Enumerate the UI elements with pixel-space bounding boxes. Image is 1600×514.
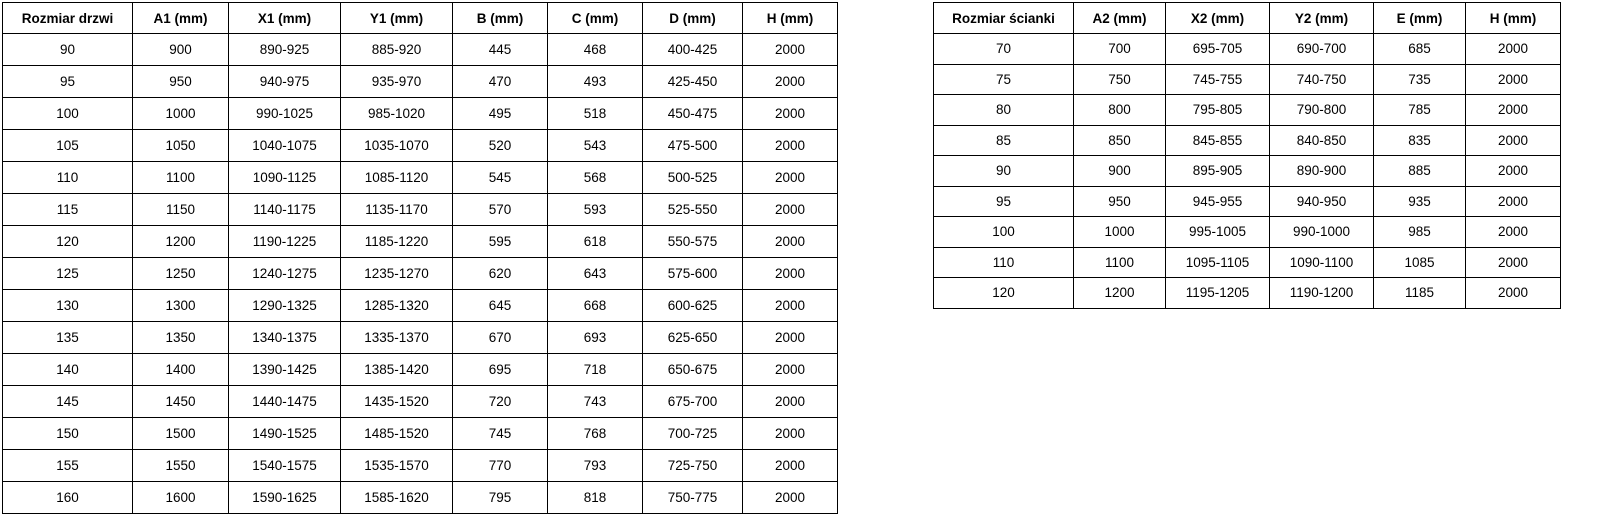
cell: 650-675 — [643, 354, 743, 386]
cell: 1600 — [133, 482, 229, 514]
cell: 695-705 — [1166, 34, 1270, 65]
cell: 885-920 — [341, 34, 453, 66]
table-row — [3, 66, 838, 98]
cell: 110 — [934, 247, 1074, 278]
cell: 470 — [453, 66, 548, 98]
cell: 2000 — [743, 482, 838, 514]
cell: 2000 — [1466, 278, 1561, 309]
cell: 1095-1105 — [1166, 247, 1270, 278]
cell: 90 — [3, 34, 133, 66]
cell: 2000 — [743, 322, 838, 354]
table-row — [934, 125, 1561, 156]
cell: 95 — [3, 66, 133, 98]
table-row — [3, 34, 838, 66]
cell: 768 — [548, 418, 643, 450]
cell: 995-1005 — [1166, 217, 1270, 248]
cell: 700 — [1074, 34, 1166, 65]
cell: 1185-1220 — [341, 226, 453, 258]
cell: 685 — [1374, 34, 1466, 65]
cell: 125 — [3, 258, 133, 290]
cell: 1590-1625 — [229, 482, 341, 514]
cell: 850 — [1074, 125, 1166, 156]
cell: 845-855 — [1166, 125, 1270, 156]
cell: 2000 — [743, 386, 838, 418]
table-row — [3, 290, 838, 322]
cell: 1490-1525 — [229, 418, 341, 450]
cell: 818 — [548, 482, 643, 514]
cell: 543 — [548, 130, 643, 162]
cell: 1090-1100 — [1270, 247, 1374, 278]
cell: 935-970 — [341, 66, 453, 98]
cell: 1035-1070 — [341, 130, 453, 162]
cell: 990-1000 — [1270, 217, 1374, 248]
table-row — [3, 194, 838, 226]
cell: 668 — [548, 290, 643, 322]
cell: 1435-1520 — [341, 386, 453, 418]
cell: 570 — [453, 194, 548, 226]
cell: 690-700 — [1270, 34, 1374, 65]
table-row — [3, 98, 838, 130]
cell: 693 — [548, 322, 643, 354]
cell: 155 — [3, 450, 133, 482]
cell: 795 — [453, 482, 548, 514]
cell: 645 — [453, 290, 548, 322]
cell: 100 — [934, 217, 1074, 248]
cell: 85 — [934, 125, 1074, 156]
table-row — [3, 258, 838, 290]
cell: 985-1020 — [341, 98, 453, 130]
table-row — [934, 217, 1561, 248]
cell: 500-525 — [643, 162, 743, 194]
cell: 525-550 — [643, 194, 743, 226]
cell: 1200 — [1074, 278, 1166, 309]
cell: 745 — [453, 418, 548, 450]
cell: 468 — [548, 34, 643, 66]
door-col-header-3: Y1 (mm) — [341, 3, 453, 34]
cell: 793 — [548, 450, 643, 482]
cell: 595 — [453, 226, 548, 258]
door-table-header-row — [3, 3, 838, 34]
cell: 70 — [934, 34, 1074, 65]
cell: 790-800 — [1270, 95, 1374, 126]
table-row — [3, 162, 838, 194]
cell: 1250 — [133, 258, 229, 290]
cell: 100 — [3, 98, 133, 130]
door-table-head — [3, 3, 838, 34]
cell: 1235-1270 — [341, 258, 453, 290]
cell: 1585-1620 — [341, 482, 453, 514]
cell: 1540-1575 — [229, 450, 341, 482]
cell: 2000 — [1466, 95, 1561, 126]
cell: 140 — [3, 354, 133, 386]
door-table-body — [3, 34, 838, 514]
cell: 795-805 — [1166, 95, 1270, 126]
table-row — [3, 226, 838, 258]
cell: 2000 — [743, 162, 838, 194]
cell: 2000 — [743, 450, 838, 482]
cell: 945-955 — [1166, 186, 1270, 217]
cell: 890-925 — [229, 34, 341, 66]
cell: 985 — [1374, 217, 1466, 248]
cell: 1340-1375 — [229, 322, 341, 354]
cell: 550-575 — [643, 226, 743, 258]
cell: 1000 — [133, 98, 229, 130]
cell: 130 — [3, 290, 133, 322]
cell: 1290-1325 — [229, 290, 341, 322]
door-col-header-4: B (mm) — [453, 3, 548, 34]
wall-table-body — [934, 34, 1561, 309]
cell: 750-775 — [643, 482, 743, 514]
cell: 568 — [548, 162, 643, 194]
wall-col-header-3: Y2 (mm) — [1270, 3, 1374, 34]
cell: 618 — [548, 226, 643, 258]
cell: 2000 — [1466, 217, 1561, 248]
cell: 1335-1370 — [341, 322, 453, 354]
cell: 575-600 — [643, 258, 743, 290]
cell: 1190-1200 — [1270, 278, 1374, 309]
cell: 1140-1175 — [229, 194, 341, 226]
cell: 2000 — [743, 66, 838, 98]
table-row — [934, 156, 1561, 187]
cell: 770 — [453, 450, 548, 482]
cell: 895-905 — [1166, 156, 1270, 187]
table-row — [3, 482, 838, 514]
cell: 150 — [3, 418, 133, 450]
cell: 1500 — [133, 418, 229, 450]
cell: 1090-1125 — [229, 162, 341, 194]
cell: 2000 — [743, 226, 838, 258]
cell: 2000 — [1466, 34, 1561, 65]
cell: 80 — [934, 95, 1074, 126]
cell: 695 — [453, 354, 548, 386]
table-row — [934, 34, 1561, 65]
cell: 1135-1170 — [341, 194, 453, 226]
cell: 1385-1420 — [341, 354, 453, 386]
cell: 1085-1120 — [341, 162, 453, 194]
cell: 1350 — [133, 322, 229, 354]
cell: 718 — [548, 354, 643, 386]
cell: 1440-1475 — [229, 386, 341, 418]
cell: 493 — [548, 66, 643, 98]
cell: 1400 — [133, 354, 229, 386]
cell: 735 — [1374, 64, 1466, 95]
cell: 1185 — [1374, 278, 1466, 309]
cell: 940-975 — [229, 66, 341, 98]
cell: 740-750 — [1270, 64, 1374, 95]
wall-col-header-4: E (mm) — [1374, 3, 1466, 34]
cell: 2000 — [743, 130, 838, 162]
table-row — [934, 64, 1561, 95]
cell: 1550 — [133, 450, 229, 482]
wall-table-head — [934, 3, 1561, 34]
cell: 1535-1570 — [341, 450, 453, 482]
wall-table-header-row — [934, 3, 1561, 34]
cell: 1390-1425 — [229, 354, 341, 386]
table-row — [934, 95, 1561, 126]
cell: 1000 — [1074, 217, 1166, 248]
cell: 2000 — [743, 34, 838, 66]
cell: 2000 — [743, 418, 838, 450]
cell: 950 — [1074, 186, 1166, 217]
cell: 950 — [133, 66, 229, 98]
table-row — [3, 130, 838, 162]
cell: 750 — [1074, 64, 1166, 95]
door-col-header-6: D (mm) — [643, 3, 743, 34]
table-row — [3, 450, 838, 482]
wall-col-header-2: X2 (mm) — [1166, 3, 1270, 34]
cell: 1040-1075 — [229, 130, 341, 162]
cell: 1150 — [133, 194, 229, 226]
cell: 745-755 — [1166, 64, 1270, 95]
cell: 620 — [453, 258, 548, 290]
table-row — [3, 386, 838, 418]
cell: 2000 — [743, 290, 838, 322]
cell: 743 — [548, 386, 643, 418]
cell: 2000 — [1466, 125, 1561, 156]
cell: 1240-1275 — [229, 258, 341, 290]
cell: 160 — [3, 482, 133, 514]
cell: 1050 — [133, 130, 229, 162]
cell: 95 — [934, 186, 1074, 217]
wall-col-header-1: A2 (mm) — [1074, 3, 1166, 34]
cell: 120 — [3, 226, 133, 258]
wall-size-table-container — [933, 2, 1561, 309]
cell: 900 — [133, 34, 229, 66]
cell: 900 — [1074, 156, 1166, 187]
table-row — [934, 186, 1561, 217]
cell: 105 — [3, 130, 133, 162]
cell: 400-425 — [643, 34, 743, 66]
cell: 1200 — [133, 226, 229, 258]
cell: 1485-1520 — [341, 418, 453, 450]
cell: 75 — [934, 64, 1074, 95]
cell: 940-950 — [1270, 186, 1374, 217]
cell: 840-850 — [1270, 125, 1374, 156]
cell: 2000 — [1466, 156, 1561, 187]
door-size-table-container — [2, 2, 838, 514]
cell: 2000 — [743, 98, 838, 130]
cell: 1450 — [133, 386, 229, 418]
cell: 1285-1320 — [341, 290, 453, 322]
cell: 935 — [1374, 186, 1466, 217]
cell: 90 — [934, 156, 1074, 187]
cell: 2000 — [1466, 247, 1561, 278]
cell: 1190-1225 — [229, 226, 341, 258]
cell: 425-450 — [643, 66, 743, 98]
cell: 720 — [453, 386, 548, 418]
door-col-header-0: Rozmiar drzwi — [3, 3, 133, 34]
table-row — [934, 247, 1561, 278]
cell: 890-900 — [1270, 156, 1374, 187]
cell: 1100 — [1074, 247, 1166, 278]
cell: 835 — [1374, 125, 1466, 156]
cell: 785 — [1374, 95, 1466, 126]
cell: 675-700 — [643, 386, 743, 418]
cell: 145 — [3, 386, 133, 418]
table-row — [934, 278, 1561, 309]
door-size-table — [2, 2, 838, 514]
wall-col-header-0: Rozmiar ścianki — [934, 3, 1074, 34]
cell: 2000 — [1466, 186, 1561, 217]
cell: 495 — [453, 98, 548, 130]
door-col-header-1: A1 (mm) — [133, 3, 229, 34]
cell: 1085 — [1374, 247, 1466, 278]
cell: 545 — [453, 162, 548, 194]
cell: 625-650 — [643, 322, 743, 354]
cell: 110 — [3, 162, 133, 194]
door-col-header-7: H (mm) — [743, 3, 838, 34]
cell: 445 — [453, 34, 548, 66]
table-row — [3, 322, 838, 354]
cell: 475-500 — [643, 130, 743, 162]
cell: 450-475 — [643, 98, 743, 130]
cell: 800 — [1074, 95, 1166, 126]
door-col-header-5: C (mm) — [548, 3, 643, 34]
cell: 600-625 — [643, 290, 743, 322]
table-row — [3, 418, 838, 450]
cell: 670 — [453, 322, 548, 354]
cell: 135 — [3, 322, 133, 354]
door-col-header-2: X1 (mm) — [229, 3, 341, 34]
cell: 885 — [1374, 156, 1466, 187]
table-row — [3, 354, 838, 386]
cell: 990-1025 — [229, 98, 341, 130]
cell: 2000 — [743, 354, 838, 386]
cell: 518 — [548, 98, 643, 130]
cell: 2000 — [743, 258, 838, 290]
cell: 725-750 — [643, 450, 743, 482]
cell: 2000 — [1466, 64, 1561, 95]
cell: 2000 — [743, 194, 838, 226]
cell: 1300 — [133, 290, 229, 322]
cell: 120 — [934, 278, 1074, 309]
cell: 1195-1205 — [1166, 278, 1270, 309]
cell: 643 — [548, 258, 643, 290]
cell: 520 — [453, 130, 548, 162]
cell: 1100 — [133, 162, 229, 194]
cell: 700-725 — [643, 418, 743, 450]
cell: 593 — [548, 194, 643, 226]
wall-size-table — [933, 2, 1561, 309]
wall-col-header-5: H (mm) — [1466, 3, 1561, 34]
cell: 115 — [3, 194, 133, 226]
